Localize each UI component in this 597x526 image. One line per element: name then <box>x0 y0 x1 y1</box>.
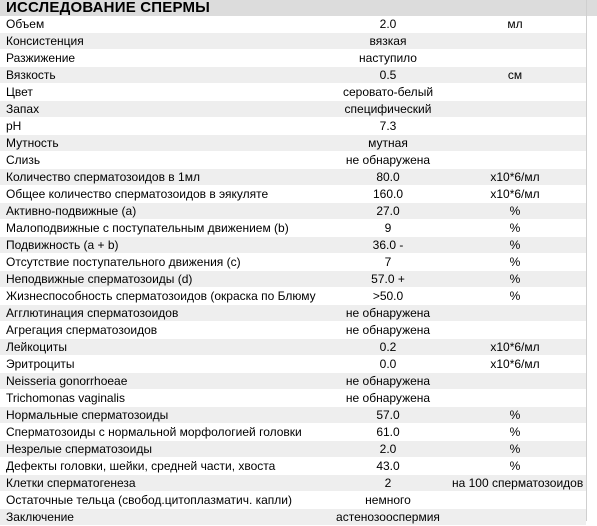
parameter-value: 7.3 <box>332 118 444 135</box>
parameter-name: Остаточные тельца (свобод.цитоплазматич. капли) <box>0 492 332 509</box>
table-row <box>0 135 586 152</box>
parameter-unit: % <box>444 220 586 237</box>
table-row <box>0 339 586 356</box>
table-row <box>0 305 586 322</box>
parameter-name: Цвет <box>0 84 332 101</box>
table-row <box>0 237 586 254</box>
parameter-value: специфический <box>332 101 444 118</box>
parameter-unit: % <box>444 424 586 441</box>
parameter-unit: % <box>444 254 586 271</box>
parameter-value: не обнаружена <box>332 390 444 407</box>
table-row <box>0 220 586 237</box>
table-row <box>0 475 586 492</box>
parameter-value: 2 <box>332 475 444 492</box>
parameter-value: 0.5 <box>332 67 444 84</box>
parameter-unit: % <box>444 441 586 458</box>
parameter-unit: x10*6/мл <box>444 339 586 356</box>
parameter-name: Заключение <box>0 509 332 526</box>
results-table <box>0 16 586 526</box>
parameter-value: 27.0 <box>332 203 444 220</box>
parameter-unit <box>444 101 586 118</box>
parameter-unit: x10*6/мл <box>444 356 586 373</box>
parameter-value: вязкая <box>332 33 444 50</box>
parameter-name: Мутность <box>0 135 332 152</box>
table-row <box>0 169 586 186</box>
parameter-value: 80.0 <box>332 169 444 186</box>
right-border <box>586 0 587 521</box>
parameter-value: 57.0 + <box>332 271 444 288</box>
parameter-unit: % <box>444 271 586 288</box>
parameter-value: 2.0 <box>332 441 444 458</box>
table-row <box>0 373 586 390</box>
table-row <box>0 118 586 135</box>
parameter-unit <box>444 50 586 67</box>
parameter-value: 2.0 <box>332 16 444 33</box>
parameter-value: 0.2 <box>332 339 444 356</box>
parameter-unit: на 100 сперматозоидов <box>444 475 586 492</box>
parameter-name: Лейкоциты <box>0 339 332 356</box>
parameter-name: Количество сперматозоидов в 1мл <box>0 169 332 186</box>
table-row <box>0 509 586 526</box>
parameter-unit: % <box>444 203 586 220</box>
parameter-name: Активно-подвижные (а) <box>0 203 332 220</box>
parameter-unit: % <box>444 288 586 305</box>
parameter-name: Вязкость <box>0 67 332 84</box>
parameter-value: >50.0 <box>332 288 444 305</box>
table-row <box>0 322 586 339</box>
parameter-unit <box>444 305 586 322</box>
parameter-unit <box>444 322 586 339</box>
parameter-unit <box>444 373 586 390</box>
table-row <box>0 50 586 67</box>
table-row <box>0 271 586 288</box>
parameter-name: Отсутствие поступательного движения (с) <box>0 254 332 271</box>
parameter-value: 7 <box>332 254 444 271</box>
table-row <box>0 203 586 220</box>
table-row <box>0 33 586 50</box>
parameter-name: Подвижность (а + b) <box>0 237 332 254</box>
table-row <box>0 424 586 441</box>
parameter-unit <box>444 84 586 101</box>
table-row <box>0 101 586 118</box>
parameter-unit <box>444 118 586 135</box>
parameter-value: 36.0 - <box>332 237 444 254</box>
parameter-name: Незрелые сперматозоиды <box>0 441 332 458</box>
table-row <box>0 356 586 373</box>
table-row <box>0 84 586 101</box>
parameter-unit: мл <box>444 16 586 33</box>
parameter-unit: см <box>444 67 586 84</box>
parameter-name: Сперматозоиды с нормальной морфологией головки <box>0 424 332 441</box>
parameter-unit: % <box>444 458 586 475</box>
parameter-unit <box>444 509 586 526</box>
table-row <box>0 186 586 203</box>
parameter-unit <box>444 135 586 152</box>
parameter-value: не обнаружена <box>332 373 444 390</box>
table-row <box>0 441 586 458</box>
parameter-value: не обнаружена <box>332 152 444 169</box>
parameter-name: Неподвижные сперматозоиды (d) <box>0 271 332 288</box>
parameter-value: мутная <box>332 135 444 152</box>
parameter-value: астенозооспермия <box>332 509 444 526</box>
table-row <box>0 288 586 305</box>
parameter-name: Слизь <box>0 152 332 169</box>
parameter-unit: x10*6/мл <box>444 186 586 203</box>
table-row <box>0 67 586 84</box>
parameter-value: не обнаружена <box>332 305 444 322</box>
parameter-name: Запах <box>0 101 332 118</box>
parameter-unit: x10*6/мл <box>444 169 586 186</box>
table-row <box>0 390 586 407</box>
parameter-name: pH <box>0 118 332 135</box>
parameter-name: Общее количество сперматозоидов в эякуляте <box>0 186 332 203</box>
parameter-name: Объем <box>0 16 332 33</box>
parameter-unit <box>444 152 586 169</box>
parameter-name: Эритроциты <box>0 356 332 373</box>
parameter-name: Малоподвижные с поступательным движением (b) <box>0 220 332 237</box>
table-row <box>0 254 586 271</box>
parameter-value: 9 <box>332 220 444 237</box>
table-row <box>0 458 586 475</box>
parameter-value: 43.0 <box>332 458 444 475</box>
parameter-unit: % <box>444 407 586 424</box>
parameter-name: Trichomonas vaginalis <box>0 390 332 407</box>
parameter-value: не обнаружена <box>332 322 444 339</box>
results-table-body <box>0 16 586 526</box>
parameter-name: Neisseria gonorrhoeae <box>0 373 332 390</box>
parameter-unit: % <box>444 237 586 254</box>
parameter-value: 57.0 <box>332 407 444 424</box>
parameter-value: 0.0 <box>332 356 444 373</box>
parameter-value: 61.0 <box>332 424 444 441</box>
parameter-unit <box>444 492 586 509</box>
parameter-value: серовато-белый <box>332 84 444 101</box>
table-row <box>0 16 586 33</box>
parameter-value: немного <box>332 492 444 509</box>
parameter-unit <box>444 390 586 407</box>
parameter-unit <box>444 33 586 50</box>
table-row <box>0 492 586 509</box>
parameter-name: Консистенция <box>0 33 332 50</box>
parameter-name: Жизнеспособность сперматозоидов (окраска по Блюму <box>0 288 332 305</box>
parameter-name: Агглютинация сперматозоидов <box>0 305 332 322</box>
parameter-name: Агрегация сперматозоидов <box>0 322 332 339</box>
parameter-value: 160.0 <box>332 186 444 203</box>
parameter-value: наступило <box>332 50 444 67</box>
parameter-name: Нормальные сперматозоиды <box>0 407 332 424</box>
parameter-name: Дефекты головки, шейки, средней части, хвоста <box>0 458 332 475</box>
parameter-name: Клетки сперматогенеза <box>0 475 332 492</box>
table-row <box>0 407 586 424</box>
report-title: ИССЛЕДОВАНИЕ СПЕРМЫ <box>0 0 597 16</box>
parameter-name: Разжижение <box>0 50 332 67</box>
table-row <box>0 152 586 169</box>
